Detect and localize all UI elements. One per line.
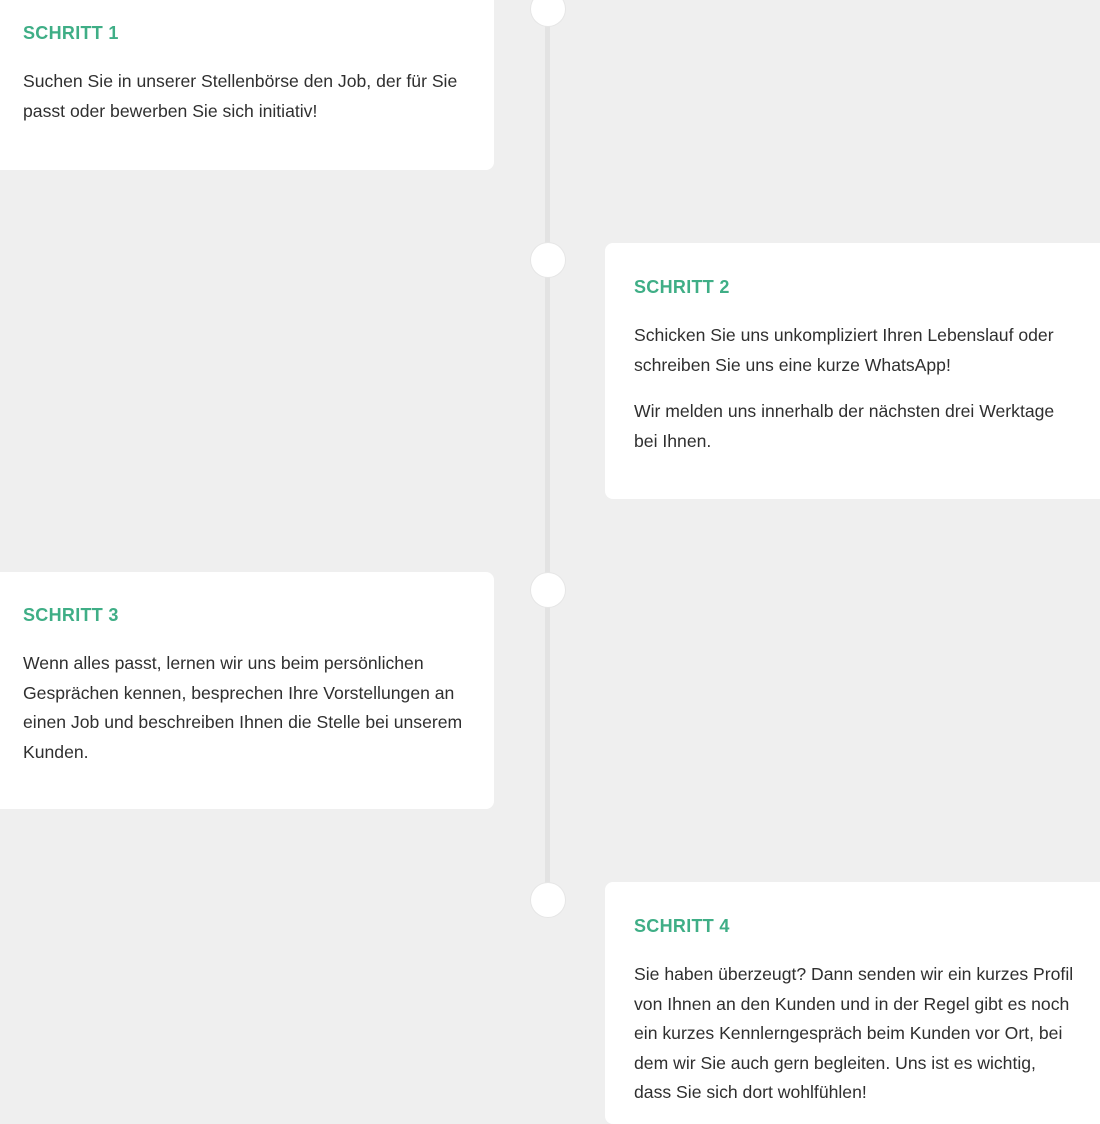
step-text: Suchen Sie in unserer Stellenbörse den Job, der für Sie passt oder bewerben Sie sich initiativ! bbox=[23, 71, 458, 121]
step-card-1 bbox=[0, 0, 494, 170]
step-text: Wir melden uns innerhalb der nächsten drei Werktage bei Ihnen. bbox=[634, 401, 1055, 451]
step-text: Schicken Sie uns unkompliziert Ihren Lebenslauf oder schreiben Sie uns eine kurze WhatsApp! bbox=[634, 325, 1054, 375]
step-title: SCHRITT 4 bbox=[634, 916, 730, 936]
step-text: Wenn alles passt, lernen wir uns beim persönlichen Gesprächen kennen, besprechen Ihre Vorstellungen an einen Job und beschreiben Ihnen die Stelle bei unserem Kunden. bbox=[23, 653, 463, 762]
step-title: SCHRITT 3 bbox=[23, 605, 119, 625]
step-title: SCHRITT 2 bbox=[634, 277, 730, 297]
step-title: SCHRITT 1 bbox=[23, 23, 119, 43]
timeline-line bbox=[545, 0, 550, 900]
timeline-dot-1 bbox=[531, 0, 565, 26]
timeline-dot-4 bbox=[531, 883, 565, 917]
step-card-3 bbox=[0, 572, 494, 809]
timeline-dot-2 bbox=[531, 243, 565, 277]
timeline-dot-3 bbox=[531, 573, 565, 607]
step-text: Sie haben überzeugt? Dann senden wir ein kurzes Profil von Ihnen an den Kunden und in der Regel gibt es noch ein kurzes Kennlerngespräch beim Kunden vor Ort, bei dem wir Sie auch gern begleiten. Uns ist es wichtig, dass Sie sich dort wohlfühlen! bbox=[634, 964, 1074, 1102]
step-card-2 bbox=[605, 243, 1100, 499]
step-card-4 bbox=[605, 882, 1100, 1124]
